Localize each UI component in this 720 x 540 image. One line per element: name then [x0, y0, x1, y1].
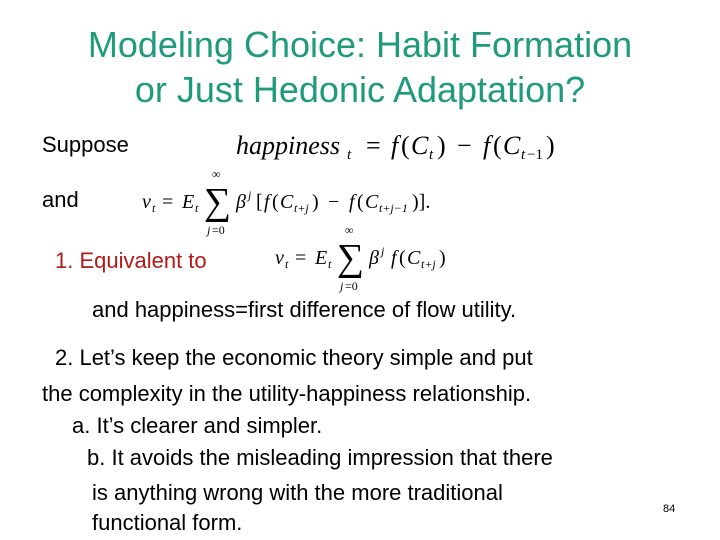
svg-text:∞: ∞ — [345, 224, 354, 237]
item2b-line1: b. It avoids the misleading impression that there — [87, 445, 553, 470]
svg-text:β: β — [236, 191, 246, 213]
svg-text:β: β — [369, 247, 379, 269]
eq1-f1: f — [391, 131, 399, 160]
item2a: a. It’s clearer and simpler. — [72, 413, 323, 438]
svg-text:∑: ∑ — [337, 237, 365, 279]
eq1-close2: ) — [546, 131, 555, 160]
eq1-open1: ( — [401, 131, 410, 160]
svg-text:−: − — [328, 191, 340, 213]
svg-text:): ) — [312, 191, 319, 213]
svg-text:j: j — [381, 244, 385, 258]
svg-text:(: ( — [272, 191, 279, 213]
eq1-happiness: happiness — [236, 131, 340, 160]
and-label: and — [42, 187, 79, 212]
title-line-1: Modeling Choice: Habit Formation — [87, 24, 633, 65]
svg-text:=: = — [295, 247, 307, 269]
eq1-sub-minus1: −1 — [527, 147, 543, 163]
svg-text:C: C — [407, 247, 421, 269]
eq1-sub-t-1: t — [521, 147, 526, 163]
eq1-minus: − — [457, 131, 472, 160]
svg-text:f: f — [264, 191, 270, 213]
suppose-label: Suppose — [42, 132, 129, 157]
svg-text:j: j — [340, 279, 344, 293]
equation-happiness — [236, 125, 586, 165]
svg-text:=0: =0 — [212, 223, 225, 237]
svg-text:t: t — [152, 201, 156, 215]
eq1-C1: C — [411, 131, 429, 160]
slide-title — [0, 22, 720, 112]
item1-label: 1. Equivalent to — [55, 248, 207, 273]
svg-text:(: ( — [357, 191, 364, 213]
item2b-line3: functional form. — [92, 510, 243, 535]
svg-text:C: C — [280, 191, 294, 213]
eq1-close1: ) — [437, 131, 446, 160]
svg-text:t+j: t+j — [421, 257, 436, 271]
item2-line2: the complexity in the utility-happiness relationship. — [42, 381, 532, 406]
svg-text:): ) — [439, 247, 446, 269]
svg-text:f: f — [349, 191, 355, 213]
title-line-2: or Just Hedonic Adaptation? — [134, 69, 586, 110]
eq1-C2: C — [503, 131, 521, 160]
svg-text:C: C — [365, 191, 379, 213]
svg-text:t: t — [328, 257, 332, 271]
equation-value-standard — [275, 224, 485, 294]
svg-text:(: ( — [399, 247, 406, 269]
svg-text:E: E — [315, 247, 328, 269]
svg-text:t+j: t+j — [294, 201, 309, 215]
page-number: 84 — [663, 503, 676, 515]
svg-text:∞: ∞ — [212, 168, 221, 181]
eq1-sub-t2: t — [429, 147, 434, 163]
svg-text:t+j−1: t+j−1 — [379, 201, 408, 215]
item2b-line2: is anything wrong with the more traditional — [92, 480, 503, 505]
eq1-f2: f — [483, 131, 491, 160]
svg-text:v: v — [275, 247, 284, 269]
eq1-equals: = — [366, 131, 381, 160]
item1-continuation: and happiness=first difference of flow utility. — [92, 297, 517, 322]
svg-text:v: v — [142, 191, 151, 213]
eq1-open2: ( — [493, 131, 502, 160]
svg-text:j: j — [248, 188, 252, 202]
item2-line1: 2. Let’s keep the economic theory simple and put — [55, 345, 533, 370]
svg-text:∑: ∑ — [204, 181, 232, 223]
svg-text:=0: =0 — [345, 279, 358, 293]
svg-text:E: E — [182, 191, 195, 213]
svg-text:j: j — [207, 223, 211, 237]
svg-text:t: t — [285, 257, 289, 271]
svg-text:t: t — [195, 201, 199, 215]
svg-text:[: [ — [256, 191, 263, 213]
eq1-sub-t: t — [347, 147, 352, 163]
svg-text:f: f — [391, 247, 397, 269]
svg-text:=: = — [162, 191, 174, 213]
svg-text:)].: )]. — [412, 191, 431, 213]
